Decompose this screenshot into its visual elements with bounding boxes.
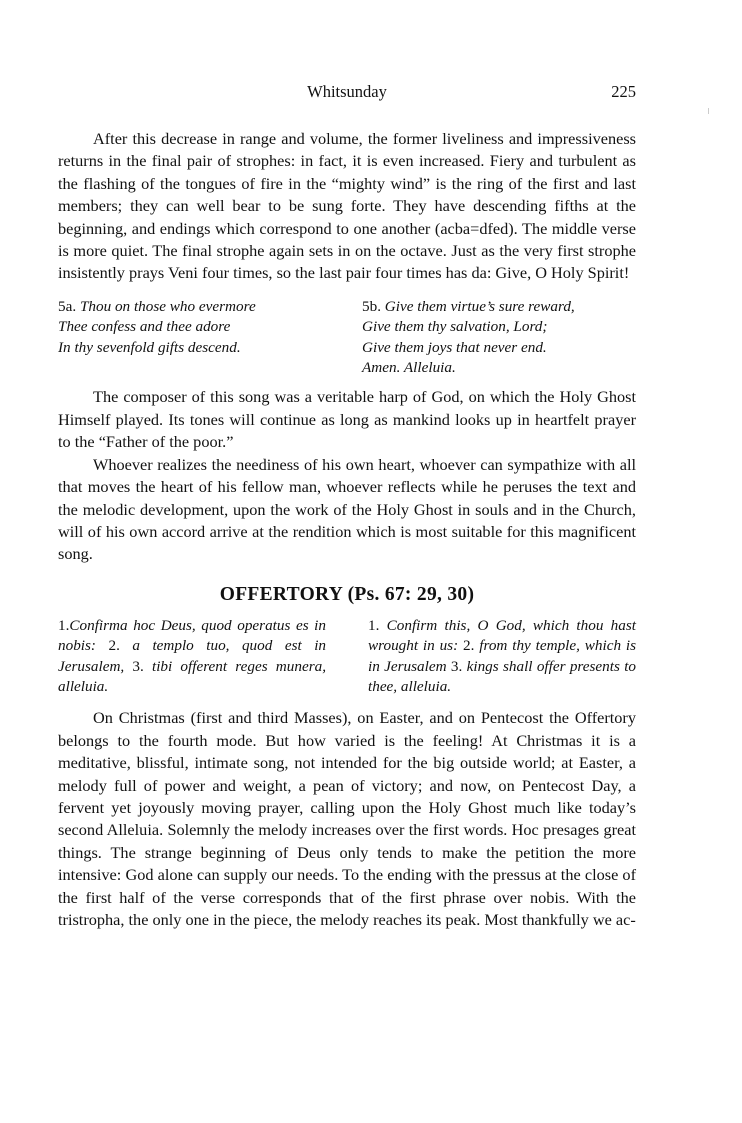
offertory-latin-phrase: tibi offerent reges munera, alleluia.	[58, 657, 326, 695]
offertory-latin	[58, 616, 326, 698]
offertory-english-phrase: from thy temple, which is in Jerusalem	[368, 637, 637, 675]
offertory-latin-phrase: Confirma hoc Deus, quod operatus es in nobis:	[58, 616, 326, 655]
verse-line: Give them joys that never end.	[362, 338, 547, 356]
verse-number: 1.	[368, 616, 380, 634]
verse-number: 3.	[132, 657, 144, 675]
verse-number: 1.	[58, 616, 70, 634]
verse-line: Thee confess and thee adore	[58, 318, 231, 336]
verse-line: Give them virtue’s sure reward,	[384, 297, 575, 315]
paragraph-composer: The composer of this song was a veritable harp of God, on which the Holy Ghost Himself played. Its tones will continue as long as mankind looks up in heartfelt prayer to the “Father of the poor.”	[58, 387, 636, 452]
verse-number: 3.	[450, 657, 463, 675]
verse-5a	[58, 297, 332, 379]
verse-line: Thou on those who evermore	[79, 297, 256, 315]
paragraph-strophes: After this decrease in range and volume, the former liveliness and impressiveness returns in the final pair of strophes: in fact, it is even increased. Fiery and turbulent as the flashing of the tongues of fire in the “mighty wind” is the ring of the first and last members; they can well bear to be sung forte. They have descending fifths at the beginning, and endings which correspond to one another (acba=dfed). The middle verse is more quiet. The final strophe again sets in on the octave. Just as the very first strophe insistently prays Veni four times, so the last pair four times has da: Give, O Holy Spirit!	[58, 129, 636, 283]
offertory-heading	[58, 584, 636, 606]
verse-line: In thy sevenfold gifts descend.	[58, 338, 241, 356]
page-body	[58, 128, 636, 931]
verse-line: Amen. Alleluia.	[362, 359, 456, 377]
offertory-reference: (Ps. 67: 29, 30)	[347, 583, 475, 605]
offertory-english-phrase: kings shall offer presents to thee, alleluia.	[368, 657, 637, 695]
offertory-text	[58, 616, 636, 698]
scan-mark	[708, 108, 709, 114]
verse-5b	[362, 297, 636, 379]
offertory-latin-phrase: a templo tuo, quod est in Jerusalem,	[58, 637, 327, 675]
offertory-english-phrase: Confirm this, O God, which thou hast wrought in us:	[368, 616, 636, 655]
offertory-english	[368, 616, 636, 698]
running-header	[58, 82, 636, 106]
verse-5b-label: 5b.	[362, 297, 381, 315]
page-number: 225	[611, 82, 636, 101]
sequence-verses	[58, 297, 636, 379]
running-title: Whitsunday	[307, 82, 387, 101]
paragraph-offertory-mode: On Christmas (first and third Masses), on Easter, and on Pentecost the Offertory belongs to the fourth mode. But how varied is the feeling! At Christmas it is a meditative, blissful, intimate song, not intended for the big outside world; at Easter, a melody full of power and weight, a pean of victory; and now, on Pentecost Day, a fervent yet joyously moving prayer, calling upon the Holy Ghost much like today’s second Alleluia. Solemnly the melody increases over the first words. Hoc presages great things. The strange beginning of Deus only tends to make the petition the more intensive: God alone can supply our needs. To the ending with the pressus at the close of the first half of the verse corresponds that of the first phrase over nobis. With the tristropha, the only one in the piece, the melody reaches its peak. Most thankfully we ac-	[58, 708, 636, 929]
verse-number: 2.	[108, 637, 120, 655]
paragraph-neediness: Whoever realizes the neediness of his own heart, whoever can sympathize with all that moves the heart of his fellow man, whoever reflects while he peruses the text and the melodic development, upon the work of the Holy Ghost in souls and in the Church, will of his own accord arrive at the rendition which is most suitable for this magnificent song.	[58, 454, 636, 564]
verse-5a-label: 5a.	[58, 297, 77, 315]
offertory-title: OFFERTORY	[219, 583, 343, 605]
verse-number: 2.	[463, 637, 475, 655]
verse-line: Give them thy salvation, Lord;	[362, 318, 548, 336]
